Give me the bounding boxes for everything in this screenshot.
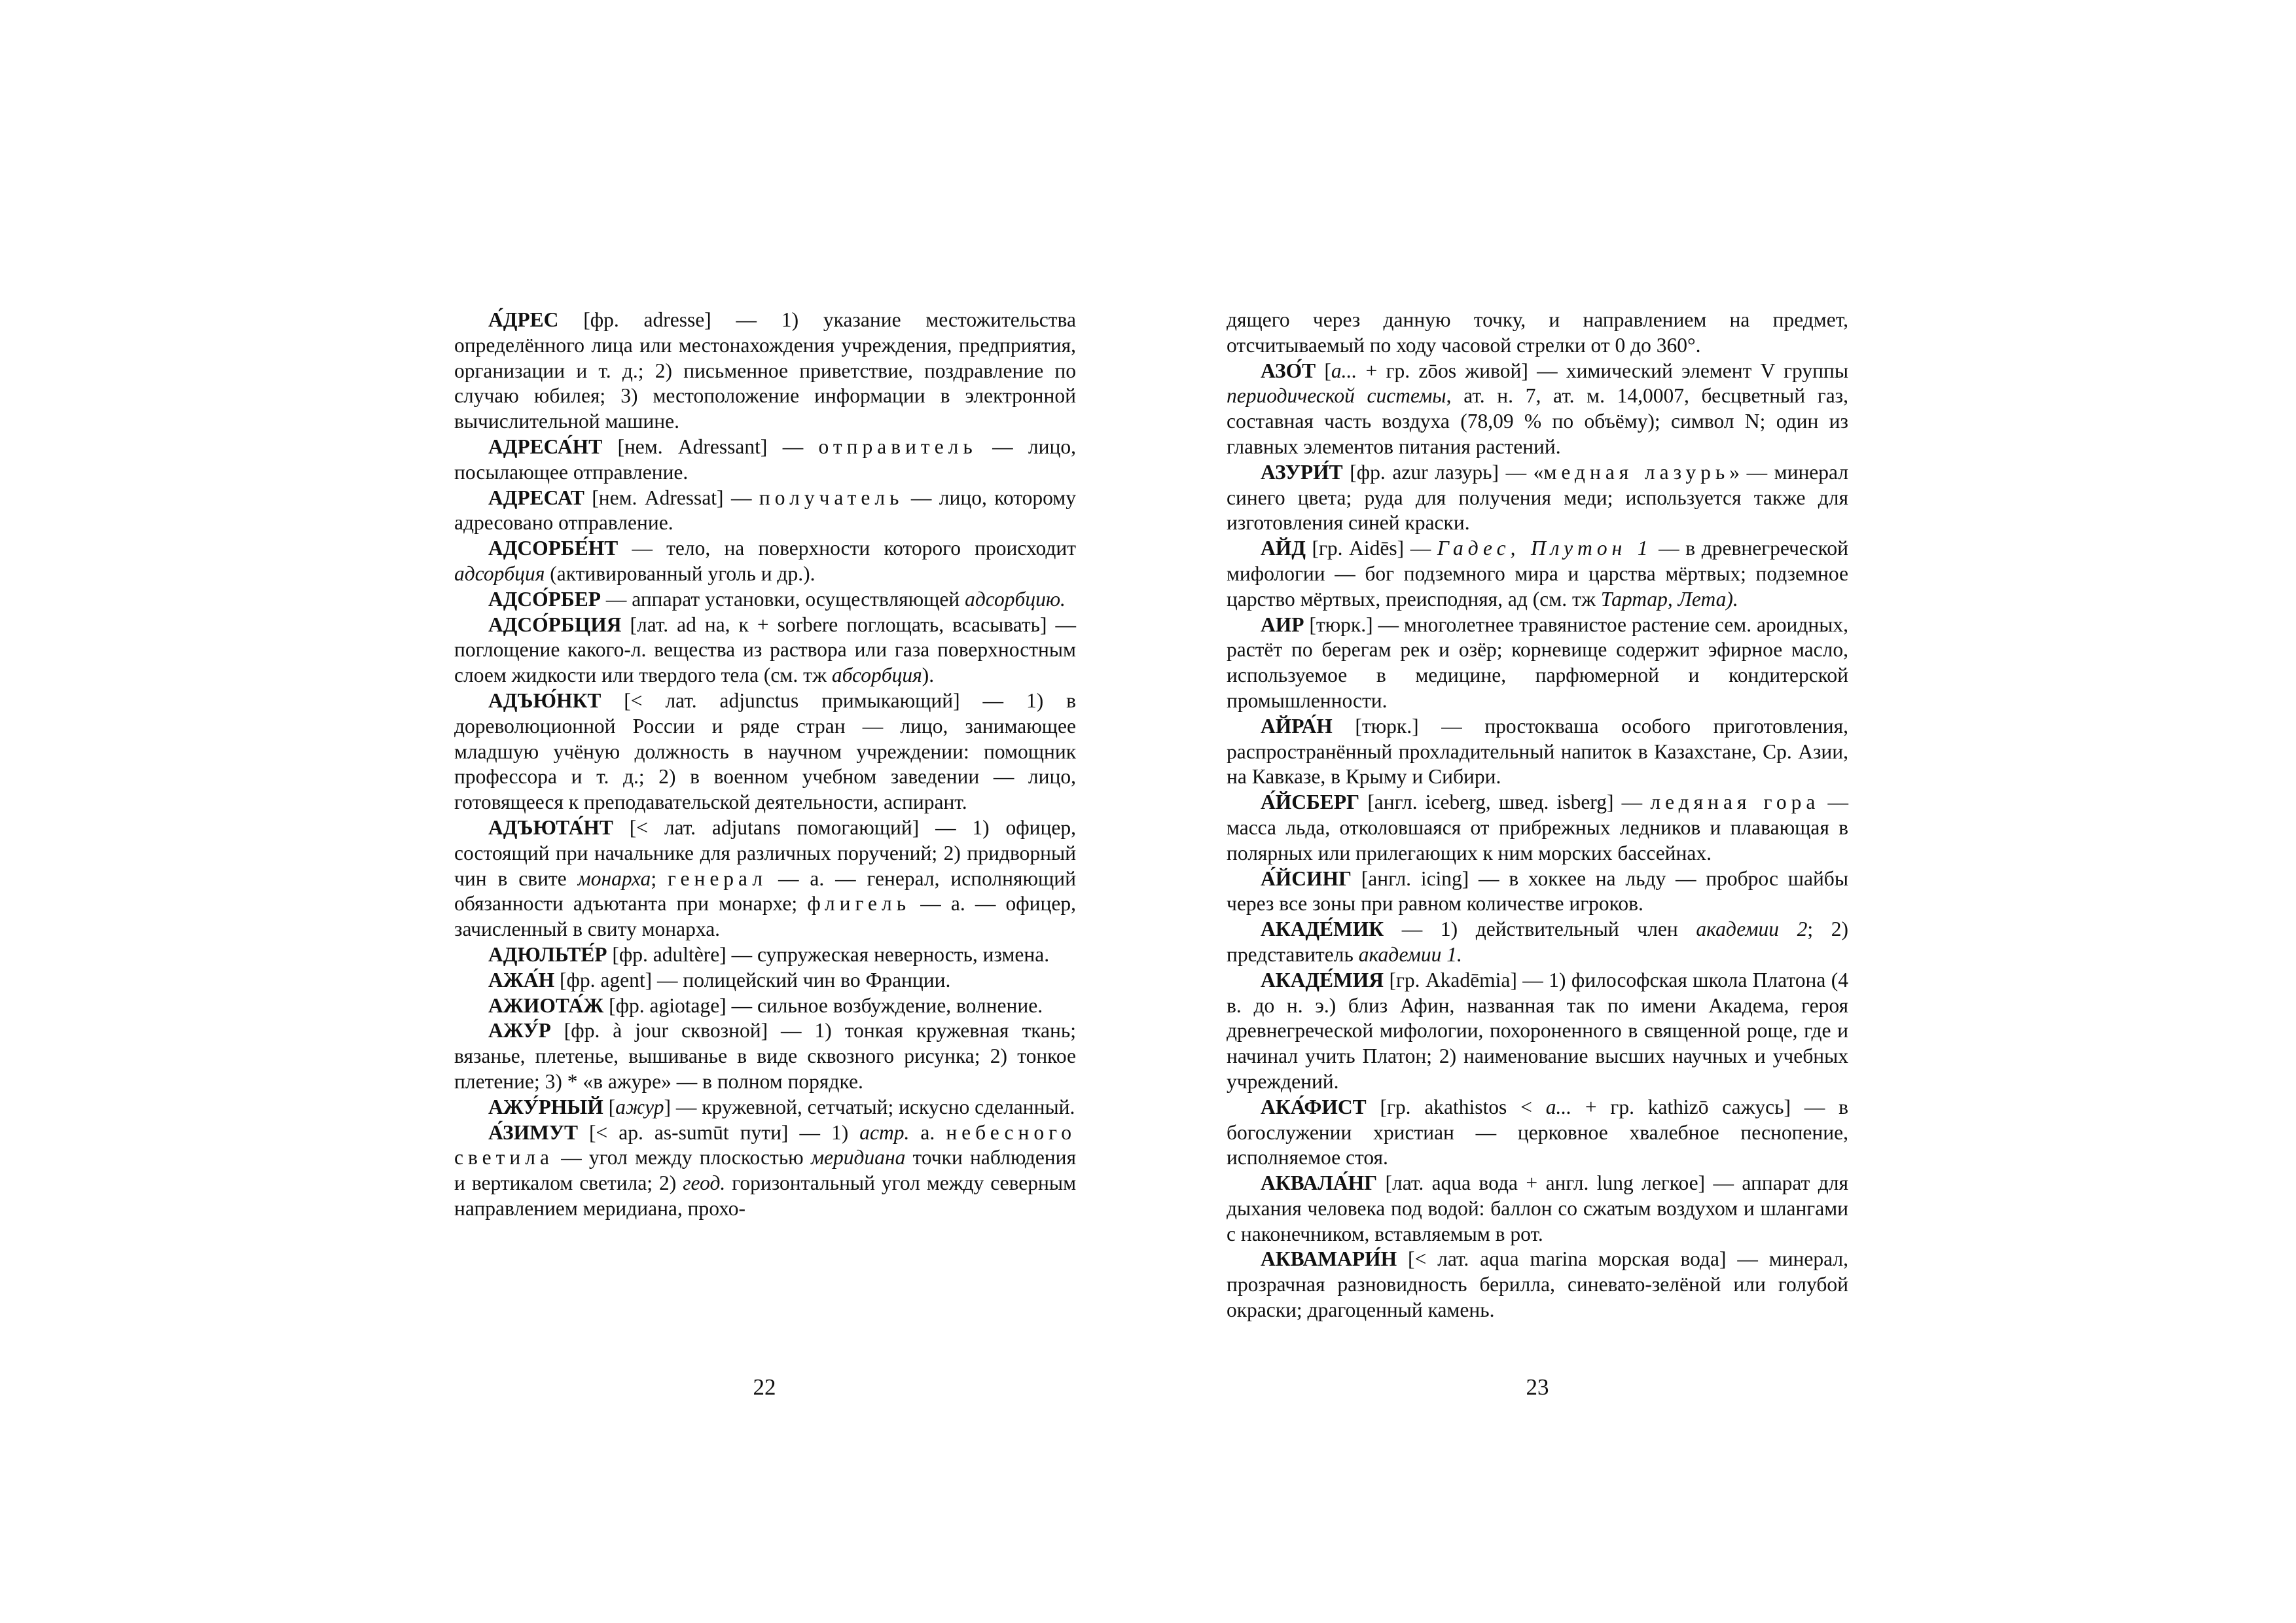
dictionary-entry <box>454 486 1076 537</box>
entry-spaced-text: получатель <box>759 486 904 509</box>
dictionary-entry <box>454 587 1076 613</box>
entry-text: [нем. Adressat] — <box>584 486 759 509</box>
entry-headword: АЖУ́РНЫЙ <box>488 1095 603 1118</box>
entry-spaced-text: медная лазурь <box>1543 460 1730 484</box>
entry-headword: АДСО́РБЕР <box>488 587 601 611</box>
entry-text: [ <box>603 1095 616 1118</box>
entry-text: горизонтальный угол между северным направлением меридиана, прохо- <box>454 1171 1076 1220</box>
entry-text: , ат. н. 7, ат. м. 14,0007, бесцветный газ, составная часть воздуха (78,09 % по объёму); символ N; один из главных элементов питания растений. <box>1227 384 1848 458</box>
entry-headword: А́ЙСБЕРГ <box>1261 791 1360 814</box>
entry-text: [тюрк.] — простокваша особого приготовления, распространённый прохладительный напиток в Казахстане, Ср. Азии, на Кавказе, в Крыму и Сибири. <box>1227 714 1848 789</box>
entry-headword: АЖА́Н <box>488 968 555 991</box>
entry-italic-text: а... <box>1545 1095 1572 1118</box>
entry-headword: А́ЙСИНГ <box>1261 866 1352 890</box>
entry-text: — в древнегреческой мифологии — бог подземного мира и царства мёртвых; подземное царство мёртвых, преисподняя, ад (см. тж <box>1227 537 1848 611</box>
dictionary-entry <box>1227 1247 1848 1323</box>
entry-text: [ <box>1316 359 1331 382</box>
entry-text: — аппарат установки, осуществляющей <box>601 587 965 611</box>
entry-text: [лат. ad на, к + sorbere поглощать, всасывать] — поглощение какого-л. вещества из раствора или газа поверхностным слоем жидкости или твердого тела (см. тж <box>454 613 1076 687</box>
entry-headword: АИР <box>1261 613 1304 636</box>
entry-italic-text: адсорбция <box>454 562 545 585</box>
entry-headword: А́ЗИМУТ <box>488 1120 578 1144</box>
dictionary-entry <box>1227 968 1848 1095</box>
entry-headword: АДРЕСАТ <box>488 486 584 509</box>
entry-text: [фр. agent] — полицейский чин во Франции. <box>554 968 951 991</box>
entry-text: ). <box>922 664 935 687</box>
entry-headword: АЖИОТА́Ж <box>488 993 604 1017</box>
entry-text: [тюрк.] — многолетнее травянистое растение сем. ароидных, растёт по берегам рек и озёр; корневище содержит эфирное масло, используемое в медицине, парфюмерной и кондитерской промышленности. <box>1227 613 1848 712</box>
dictionary-entry <box>1227 613 1848 714</box>
entry-text: [фр. agiotage] — сильное возбуждение, волнение. <box>603 993 1043 1017</box>
entry-text: — угол между плоскостью <box>553 1146 811 1169</box>
entry-italic-text: геод. <box>683 1171 726 1195</box>
entry-text: [фр. à jour сквозной] — 1) тонкая кружевная ткань; вязанье, плетенье, вышиванье в виде сквозного рисунка; 2) тонкое плетение; 3) * «в ажуре» — в полном порядке. <box>454 1019 1076 1093</box>
entry-headword: АЗО́Т <box>1261 359 1316 382</box>
entry-text: [англ. iceberg, швед. isberg] — <box>1359 791 1651 814</box>
entry-text: [фр. adultère] — супружеская неверность, измена. <box>607 942 1050 966</box>
dictionary-entry <box>454 536 1076 587</box>
dictionary-entry <box>1227 1171 1848 1247</box>
right-page-column <box>1227 308 1848 1323</box>
dictionary-entry <box>1227 917 1848 968</box>
entry-text: [< лат. aqua marina морская вода] — минерал, прозрачная разновидность берилла, синевато-зелёной или голубой окраски; драгоценный камень. <box>1227 1247 1848 1322</box>
entry-text: точки наблюдения и вертикалом светила; 2) <box>454 1146 1077 1195</box>
dictionary-entry <box>1227 1095 1848 1171</box>
entry-headword: АДСОРБЕ́НТ <box>488 537 619 560</box>
entry-text: + гр. kathizō сажусь] — в богослужении христиан — церковное хвалебное песнопение, исполняемое стоя. <box>1227 1095 1848 1169</box>
entry-headword: АЖУ́Р <box>488 1019 551 1043</box>
dictionary-entry <box>1227 790 1848 866</box>
entry-text: [лат. aqua вода + англ. lung легкое] — аппарат для дыхания человека под водой: баллон со сжатым воздухом и шлангами с наконечником, вставляемым в рот. <box>1227 1171 1848 1245</box>
entry-text: [< лат. adjutans помогающий] — 1) офицер, состоящий при начальнике для различных поручений; 2) придворный чин в свите <box>454 815 1076 890</box>
entry-text: [гр. akathistos < <box>1366 1095 1546 1118</box>
entry-italic-text: Тартар, Лета). <box>1600 587 1738 611</box>
entry-text: — а. — генерал, исполняющий обязанности адъютанта при монархе; <box>454 866 1076 916</box>
entry-text: + гр. zōos живой] — химический элемент V группы <box>1357 359 1848 382</box>
entry-spaced-text: отправитель <box>818 435 977 458</box>
entry-text: — а. — офицер, зачисленный в свиту монарха. <box>454 892 1077 941</box>
entry-text: дящего через данную точку, и направлением на предмет, отсчитываемый по ходу часовой стрелки от 0 до 360°. <box>1227 308 1848 357</box>
entry-text: [гр. Aidēs] — <box>1305 537 1437 560</box>
left-page-number: 22 <box>753 1374 776 1400</box>
entry-headword: АДЪЮ́НКТ <box>488 688 601 712</box>
dictionary-entry <box>454 613 1076 688</box>
entry-headword: АКВАЛА́НГ <box>1261 1171 1378 1195</box>
dictionary-entry <box>454 688 1076 815</box>
dictionary-entry <box>454 435 1076 486</box>
entry-italic-text: монарха <box>577 866 651 890</box>
entry-italic-text: академии 1. <box>1358 942 1462 966</box>
dictionary-entry <box>454 308 1076 435</box>
entry-headword: А́ДРЕС <box>488 308 559 331</box>
dictionary-entry <box>1227 536 1848 612</box>
entry-headword: АКАДЕ́МИК <box>1261 918 1384 941</box>
dictionary-entry <box>454 1120 1076 1222</box>
dictionary-entry <box>454 1095 1076 1120</box>
entry-italic-text: периодической системы <box>1227 384 1446 408</box>
entry-italic-text: ажур <box>615 1095 664 1118</box>
entry-text: [< лат. adjunctus примыкающий] — 1) в дореволюционной России и ряде стран — лицо, занимающее младшую учёную должность в научном учреждении: помощник профессора и т. д.; 2) в военном учебном заведении — лицо, готовящееся к преподавательской деятельности, аспирант. <box>454 688 1076 814</box>
entry-text: а. <box>909 1120 946 1144</box>
entry-text: — 1) действительный член <box>1384 918 1696 941</box>
entry-text: » — минерал синего цвета; руда для получения меди; используется также для изготовления синей краски. <box>1227 460 1849 535</box>
entry-text: [< ар. as-sumūt пути] — 1) <box>577 1120 860 1144</box>
entry-headword: АДРЕСА́НТ <box>488 435 603 458</box>
dictionary-entry <box>1227 359 1848 460</box>
entry-text: [гр. Akadēmia] — 1) философская школа Платона (4 в. до н. э.) близ Афин, названная так по имени Академа, героя древнегреческой мифологии, похороненного в священной роще, где и начинал учить Платон; 2) наименование высших научных и учебных учреждений. <box>1227 968 1848 1093</box>
dictionary-entry <box>1227 866 1848 918</box>
entry-text: [фр. adresse] — 1) указание местожительства определённого лица или местонахождения учреждения, предприятия, организации и т. д.; 2) письменное приветствие, поздравление по случаю юбилея; 3) местоположение информации в электронной вычислительной машине. <box>454 308 1076 433</box>
dictionary-entry <box>454 815 1076 942</box>
entry-italic-text: а... <box>1331 359 1357 382</box>
entry-headword: АДЮЛЬТЕ́Р <box>488 942 607 966</box>
entry-headword: АКВАМАРИ́Н <box>1261 1247 1397 1271</box>
entry-text: ; <box>651 866 668 890</box>
entry-text: [фр. azur лазурь] — « <box>1342 460 1544 484</box>
dictionary-entry <box>454 993 1076 1019</box>
entry-headword: АЗУРИ́Т <box>1261 460 1343 484</box>
entry-headword: АДСО́РБЦИЯ <box>488 613 622 636</box>
entry-text: — лицо, которому адресовано отправление. <box>454 486 1076 535</box>
entry-headword: АЙД <box>1261 537 1306 560</box>
entry-spaced-text: небесного светила <box>454 1120 1077 1169</box>
dictionary-entry <box>1227 308 1848 359</box>
entry-text: ; 2) представитель <box>1227 918 1848 966</box>
entry-spaced-text: флигель <box>807 892 911 916</box>
entry-spaced-text: ледяная гора <box>1650 791 1820 814</box>
entry-text: — тело, на поверхности которого происходит <box>618 537 1076 560</box>
dictionary-entry <box>454 968 1076 993</box>
entry-text: — масса льда, отколовшаяся от прибрежных ледников и плавающая в полярных или прилегающих к ним морских бассейнах. <box>1227 791 1849 865</box>
entry-headword: АЙРА́Н <box>1261 714 1333 738</box>
entry-italic-text: меридиана <box>810 1146 906 1169</box>
entry-headword: АКАДЕ́МИЯ <box>1261 968 1384 991</box>
entry-headword: АКА́ФИСТ <box>1261 1095 1367 1118</box>
entry-spaced-text: генерал <box>667 866 768 890</box>
entry-text: (активированный уголь и др.). <box>545 562 816 585</box>
entry-italic-text: адсорбцию. <box>965 587 1066 611</box>
entry-italic-text: астр. <box>859 1120 910 1144</box>
right-page-number: 23 <box>1526 1374 1549 1400</box>
entry-text: [англ. icing] — в хоккее на льду — проброс шайбы через все зоны при равном количестве игроков. <box>1227 866 1848 916</box>
dictionary-entry <box>454 942 1076 968</box>
entry-italic-text: абсорбция <box>831 664 922 687</box>
entry-headword: АДЪЮТА́НТ <box>488 815 613 839</box>
entry-italic-text: академии 2 <box>1696 918 1808 941</box>
dictionary-entry <box>454 1018 1076 1094</box>
dictionary-entry <box>1227 714 1848 790</box>
entry-text: — лицо, посылающее отправление. <box>454 435 1076 484</box>
entry-text: ] — кружевной, сетчатый; искусно сделанный. <box>664 1095 1075 1118</box>
entry-text: [нем. Adressant] — <box>602 435 819 458</box>
dictionary-entry <box>1227 460 1848 536</box>
left-page-column <box>454 308 1076 1222</box>
entry-spaced-text: Гадес, Плутон 1 <box>1437 537 1653 560</box>
